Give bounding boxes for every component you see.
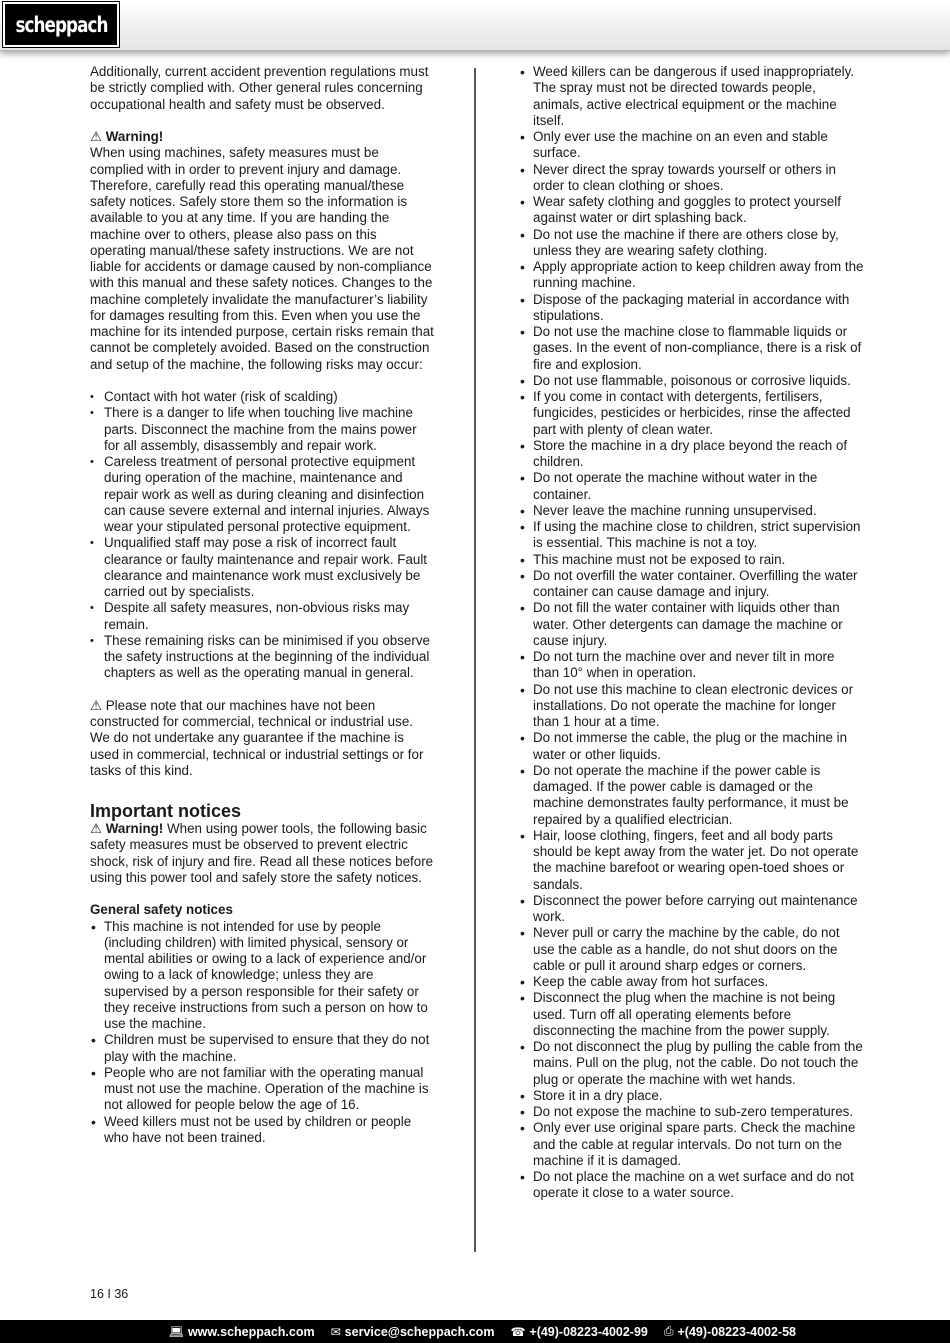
logo-text: scheppach (15, 12, 108, 37)
list-item: • Never direct the spray towards yourself or others in order to clean clothing or shoes. (519, 162, 864, 195)
list-item: • Do not fill the water container with liquids other than water. Other detergents can damage the machine or cause injury. (519, 600, 864, 649)
list-item: • Only ever use the machine on an even and stable surface. (519, 129, 864, 162)
general-safety-heading: General safety notices (90, 902, 233, 918)
list-item: • Hair, loose clothing, fingers, feet and all body parts should be kept away from the water jet. Do not operate the machine barefoot or wearing open-toed shoes or sandals. (519, 828, 864, 893)
list-item: • Disconnect the plug when the machine is not being used. Turn off all operating elements before disconnecting the machine from the power supply. (519, 990, 864, 1039)
list-item: • Do not place the machine on a wet surface and do not operate it close to a water source. (519, 1169, 864, 1202)
list-item: • Store the machine in a dry place beyond the reach of children. (519, 438, 864, 471)
intro-paragraph: Additionally, current accident prevention regulations must be strictly complied with. Other general rules concerning occupational health and safety must be observed. (90, 64, 429, 112)
list-item: • Wear safety clothing and goggles to protect yourself against water or dirt splashing back. (519, 194, 864, 227)
list-item: • Do not disconnect the plug by pulling the cable from the mains. Pull on the plug, not the cable. Do not touch the plug or operate the machine with wet hands. (519, 1039, 864, 1088)
list-item: • Dispose of the packaging material in accordance with stipulations. (519, 292, 864, 325)
list-item: • Do not expose the machine to sub-zero temperatures. (519, 1104, 864, 1120)
left-column (90, 64, 435, 1146)
list-item: • Keep the cable away from hot surfaces. (519, 974, 864, 990)
list-item: • Do not operate the machine without water in the container. (519, 470, 864, 503)
important-warning-paragraph: ⚠ Warning! When using power tools, the following basic safety measures must be observed to prevent electric shock, risk of injury and fire. Read all these notices before using this power tool and safely store the safety notices. (90, 821, 434, 885)
warning-triangle-icon: ⚠ (90, 697, 103, 713)
footer-fax: ⎙ +(49)-08223-4002-58 (663, 1324, 796, 1339)
list-item: • Contact with hot water (risk of scalding) (90, 389, 435, 405)
list-item: • Do not operate the machine if the power cable is damaged. If the power cable is damaged or the machine demonstrates faulty performance, it must be repaired by a qualified electrician. (519, 763, 864, 828)
list-item: • Do not use this machine to clean electronic devices or installations. Do not operate the machine for longer than 1 hour at a time. (519, 682, 864, 731)
phone-icon: ☎ (510, 1324, 526, 1339)
list-item: • Unqualified staff may pose a risk of incorrect fault clearance or faulty maintenance and repair work. Fault clearance and maintenance work must exclusively be carried out by specialists. (90, 535, 435, 600)
list-item: • This machine is not intended for use by people (including children) with limited physical, sensory or mental abilities or owing to a lack of experience and/or owing to a lack of knowledge; unless they are supervised by a person responsible for their safety or they receive instructions from such a person on how to use the machine. (90, 919, 435, 1033)
footer-phone: ☎ +(49)-08223-4002-99 (510, 1324, 648, 1339)
safety-notices-list (519, 64, 864, 1202)
list-item: • Do not use flammable, poisonous or corrosive liquids. (519, 373, 864, 389)
list-item: • People who are not familiar with the operating manual must not use the machine. Operation of the machine is not allowed for people below the age of 16. (90, 1065, 435, 1114)
fax-icon: ⎙ (663, 1324, 674, 1338)
warning-paragraph: When using machines, safety measures must be complied with in order to prevent injury and damage. Therefore, carefully read this operating manual/these safety notices. Safely store them so the information is available to you at any time. If you are handing the machine over to others, please also pass on this operating manual/these safety instructions. We are not liable for accidents or damage caused by non-compliance with this manual and these safety notices. Changes to the machine completely invalidate the manufacturer’s liability for damages resulting from this. Even when you use the machine for its intended purpose, certain risks remain that cannot be completely avoided. Based on the construction and setup of the machine, the following risks may occur: (90, 145, 434, 372)
risks-list (90, 389, 435, 682)
list-item: • Despite all safety measures, non-obvious risks may remain. (90, 600, 435, 633)
list-item: • If using the machine close to children, strict supervision is essential. This machine is not a toy. (519, 519, 864, 552)
page-number: 16 I 36 (90, 1287, 129, 1301)
page-footer (0, 1320, 950, 1343)
list-item: • Never leave the machine running unsupervised. (519, 503, 864, 519)
right-column (519, 64, 864, 1202)
footer-email[interactable]: ✉ service@scheppach.com (330, 1324, 495, 1339)
list-item: • There is a danger to life when touching live machine parts. Disconnect the machine from the mains power for all assembly, disassembly and repair work. (90, 405, 435, 454)
list-item: • Do not overfill the water container. Overfilling the water container can cause damage and injury. (519, 568, 864, 601)
scheppach-logo (3, 2, 119, 47)
list-item: • Do not turn the machine over and never tilt in more than 10° when in operation. (519, 649, 864, 682)
list-item: • Do not immerse the cable, the plug or the machine in water or other liquids. (519, 730, 864, 763)
note-paragraph: ⚠ Please note that our machines have not been constructed for commercial, technical or industrial use. We do not undertake any guarantee if the machine is used in commercial, technical or industrial settings or for tasks of this kind. (90, 697, 424, 778)
column-divider (474, 68, 476, 1252)
list-item: • Careless treatment of personal protective equipment during operation of the machine, maintenance and repair work as well as during cleaning and disinfection can cause severe external and internal injuries. Always wear your stipulated personal protective equipment. (90, 454, 435, 535)
list-item: • These remaining risks can be minimised if you observe the safety instructions at the beginning of the individual chapters as well as the operating manual in general. (90, 633, 435, 682)
warning-triangle-icon: ⚠ (90, 821, 103, 836)
list-item: • This machine must not be exposed to rain. (519, 552, 864, 568)
list-item: • Children must be supervised to ensure that they do not play with the machine. (90, 1032, 435, 1065)
warning-triangle-icon: ⚠ (90, 129, 103, 144)
list-item: • Do not use the machine if there are others close by, unless they are wearing safety clothing. (519, 227, 864, 260)
list-item: • Weed killers must not be used by children or people who have not been trained. (90, 1114, 435, 1147)
list-item: • Do not use the machine close to flammable liquids or gases. In the event of non-compliance, there is a risk of fire and explosion. (519, 324, 864, 373)
footer-website[interactable]: 💻︎ www.scheppach.com (168, 1324, 315, 1339)
page-header (0, 0, 950, 51)
general-safety-list (90, 919, 435, 1147)
important-notices-heading: Important notices (90, 801, 242, 821)
list-item: • Never pull or carry the machine by the cable, do not use the cable as a handle, do not shut doors on the cable or pull it around sharp edges or corners. (519, 925, 864, 974)
computer-icon: 💻︎ (168, 1324, 184, 1339)
warning-heading: ⚠ Warning! (90, 129, 164, 144)
list-item: • Weed killers can be dangerous if used inappropriately. The spray must not be directed towards people, animals, active electrical equipment or the machine itself. (519, 64, 864, 129)
email-icon: ✉ (330, 1324, 341, 1339)
list-item: • Apply appropriate action to keep children away from the running machine. (519, 259, 864, 292)
list-item: • If you come in contact with detergents, fertilisers, fungicides, pesticides or herbicides, rinse the affected part with plenty of clean water. (519, 389, 864, 438)
list-item: • Store it in a dry place. (519, 1088, 864, 1104)
list-item: • Disconnect the power before carrying out maintenance work. (519, 893, 864, 926)
list-item: • Only ever use original spare parts. Check the machine and the cable at regular intervals. Do not turn on the machine if it is damaged. (519, 1120, 864, 1169)
